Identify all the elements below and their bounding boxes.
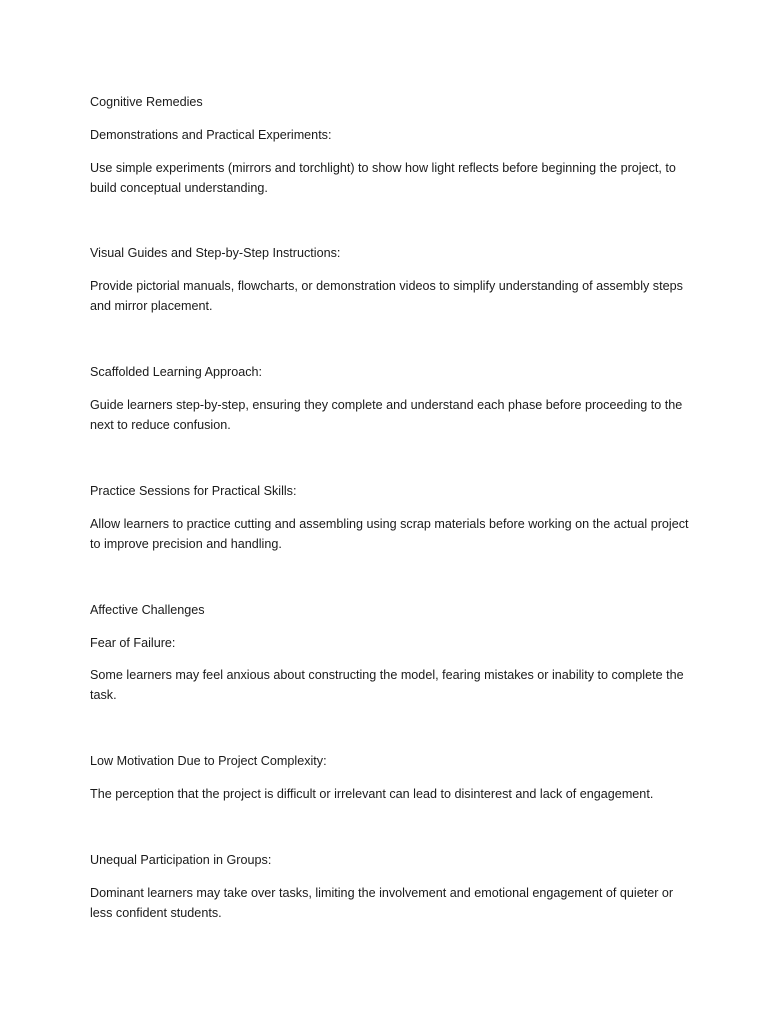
paragraph-low-motivation: The perception that the project is difficult or irrelevant can lead to disinterest and lack of engagement. (90, 787, 654, 801)
subheading-visual-guides: Visual Guides and Step-by-Step Instructions: (90, 246, 341, 260)
paragraph-fear-of-failure: Some learners may feel anxious about constructing the model, fearing mistakes or inability to complete the task. (90, 668, 684, 702)
paragraph-unequal-participation: Dominant learners may take over tasks, limiting the involvement and emotional engagement of quieter or less confident students. (90, 886, 674, 920)
paragraph-visual-guides: Provide pictorial manuals, flowcharts, or demonstration videos to simplify understanding of assembly steps and mirror placement. (90, 279, 683, 313)
subheading-fear-of-failure: Fear of Failure: (90, 636, 176, 650)
paragraph-demonstrations: Use simple experiments (mirrors and torchlight) to show how light reflects before beginning the project, to build conceptual understanding. (90, 161, 676, 195)
subheading-demonstrations: Demonstrations and Practical Experiments: (90, 128, 332, 142)
section-heading-affective-challenges: Affective Challenges (90, 603, 205, 617)
section-heading-cognitive-remedies: Cognitive Remedies (90, 95, 203, 109)
paragraph-practice-sessions: Allow learners to practice cutting and assembling using scrap materials before working on the actual project to improve precision and handling. (90, 517, 689, 551)
subheading-practice-sessions: Practice Sessions for Practical Skills: (90, 484, 297, 498)
paragraph-scaffolded-learning: Guide learners step-by-step, ensuring they complete and understand each phase before proceeding to the next to reduce confusion. (90, 398, 683, 432)
subheading-unequal-participation: Unequal Participation in Groups: (90, 853, 272, 867)
subheading-scaffolded-learning: Scaffolded Learning Approach: (90, 365, 263, 379)
subheading-low-motivation: Low Motivation Due to Project Complexity: (90, 754, 327, 768)
